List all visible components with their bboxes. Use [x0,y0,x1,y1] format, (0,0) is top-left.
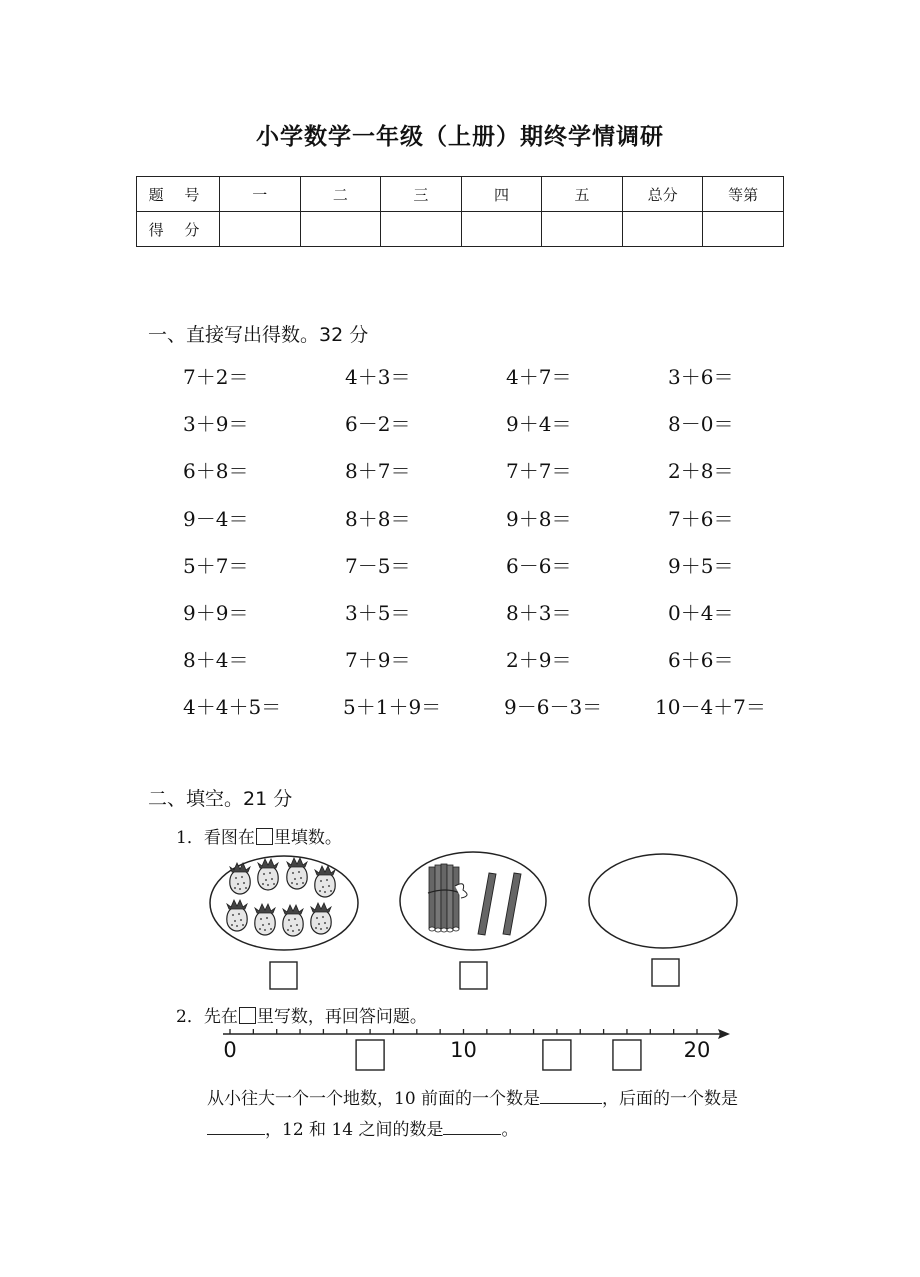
equation-item: 3＋6＝ [668,365,734,389]
question-2 [176,1002,427,1027]
answer-box-icon [239,1007,256,1024]
para-part-2: ，后面的一个数是 [602,1089,739,1109]
equation-item: 7＋6＝ [668,506,734,531]
equation-item: 7＋9＝ [345,648,411,673]
para-part-4: 。 [501,1120,519,1140]
number-line-answer-box[interactable] [543,1040,571,1070]
equation-item: 3＋5＝ [345,601,411,625]
equation-item: 7＋7＝ [506,459,572,484]
equation-item: 9＋9＝ [183,601,249,625]
equation-item: 8＋4＝ [183,648,249,673]
equation-item: 9－4＝ [183,506,249,531]
equation-item: 5＋1＋9＝ [343,695,442,720]
number-line-label: 10 [450,1038,477,1062]
equation-item: 8＋8＝ [345,506,411,531]
col-3: 三 [381,177,462,212]
equation-item: 6－6＝ [506,553,572,578]
equation-item: 7－5＝ [345,553,411,578]
equation-item: 6＋6＝ [668,648,734,673]
sticks-plate [400,852,546,950]
col-4: 四 [461,177,542,212]
row-label: 得 分 [137,212,220,247]
stick-bundle-icon [428,864,467,932]
question-1-prefix: 1．看图在 [176,828,255,848]
question-2-suffix: 里写数，再回答问题。 [256,1007,427,1027]
question-2-paragraph [207,1084,787,1146]
equation-item: 8＋7＝ [345,459,411,484]
number-line-answer-box[interactable] [356,1040,384,1070]
col-1: 一 [220,177,301,212]
blank-after-10[interactable] [207,1116,265,1135]
para-part-3: ，12 和 14 之间的数是 [265,1120,444,1140]
strawberries-icon [227,858,335,936]
equation-item: 2＋9＝ [506,648,572,673]
equation-item: 0＋4＝ [668,601,734,625]
answer-box-strawberries[interactable] [270,962,297,989]
col-grade: 等第 [703,177,784,212]
equation-item: 9－6－3＝ [504,695,603,720]
question-2-prefix: 2．先在 [176,1007,238,1027]
equation-item: 9＋8＝ [506,506,572,531]
equation-item: 4＋4＋5＝ [183,695,282,720]
col-total: 总分 [622,177,703,212]
equation-item: 5＋7＝ [183,553,249,578]
col-2: 二 [300,177,381,212]
equation-item: 8＋3＝ [506,601,572,625]
equation-item: 9＋4＝ [506,412,572,437]
blank-between-12-14[interactable] [443,1116,501,1135]
equation-item: 8－0＝ [668,412,734,437]
answer-box-sticks[interactable] [460,962,487,989]
equation-item: 2＋8＝ [668,459,734,484]
number-line-label: 0 [223,1038,237,1062]
equation-item: 6＋8＝ [183,459,249,484]
equation-item: 4＋3＝ [345,365,411,389]
section2-heading: 二、填空。21 分 [148,788,293,810]
equation-item: 7＋2＝ [183,365,249,389]
equation-item: 4＋7＝ [506,365,572,389]
col-5: 五 [542,177,623,212]
question-1-suffix: 里填数。 [273,828,342,848]
empty-plate [589,854,737,948]
equation-item: 10－4＋7＝ [655,695,766,720]
number-line [223,1029,730,1070]
page-title: 小学数学一年级（上册）期终学情调研 [256,124,664,150]
number-line-label: 20 [683,1038,711,1062]
para-part-1: 从小往大一个一个地数，10 前面的一个数是 [207,1089,541,1109]
equation-item: 9＋5＝ [668,553,734,578]
equation-item: 3＋9＝ [183,412,249,437]
header-label: 题 号 [137,177,220,212]
answer-box-empty-plate[interactable] [652,959,679,986]
blank-before-10[interactable] [540,1085,602,1104]
number-line-answer-box[interactable] [613,1040,641,1070]
equation-item: 6－2＝ [345,412,411,437]
single-stick-icon [478,873,521,935]
section1-heading: 一、直接写出得数。32 分 [148,324,369,346]
